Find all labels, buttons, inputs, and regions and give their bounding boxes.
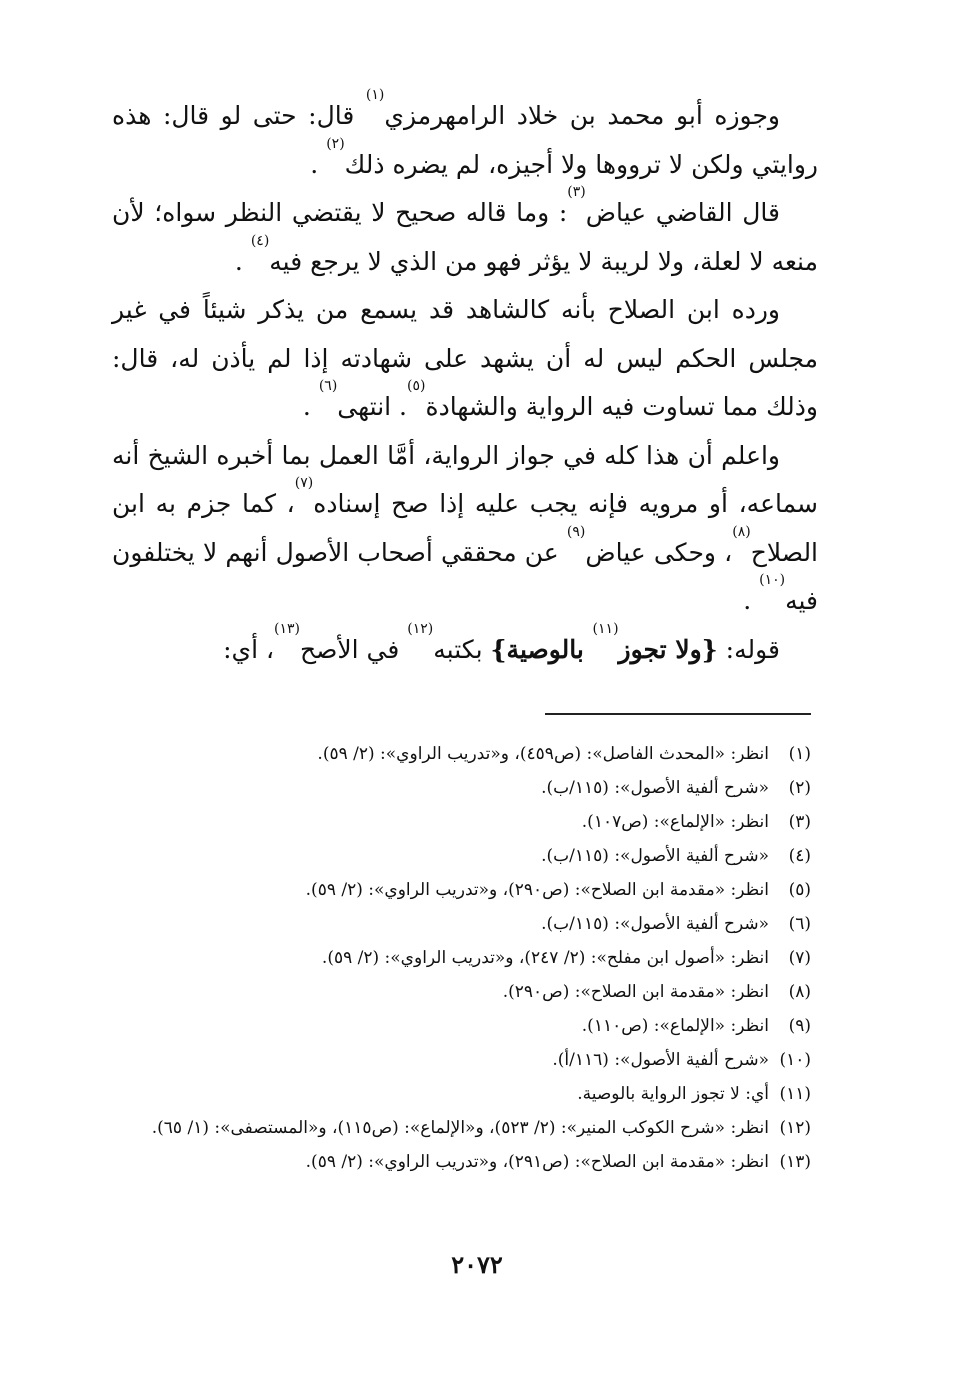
paragraph-text: ، كما جزم به ابن الصلاح [112, 489, 819, 567]
footnote-number: (٣) [788, 812, 811, 832]
matn-quote: بالوصية} [490, 634, 593, 664]
paragraph-text: . انتهى [337, 392, 407, 421]
paragraph-text: . [310, 149, 327, 179]
footnote-text: أي: لا تجوز الرواية بالوصية. [577, 1084, 769, 1104]
paragraph-text: : وما قاله صحيح لا يقتضي النظر سواه؛ لأن منعه لا لعلة، ولا لريبة لا يؤثر فهو من الذي لا يرجع فيه [112, 198, 818, 276]
paragraph-1 [112, 87, 818, 189]
footnote-13 [100, 1145, 811, 1179]
footnote-text: انظر: «مقدمة ابن الصلاح»: (ص٢٩٠). [502, 982, 769, 1002]
footnote-1 [100, 737, 811, 771]
footnote-number: (١٢) [779, 1118, 811, 1138]
footnote-text: «شرح ألفية الأصول»: (١١٥/ب). [541, 846, 769, 866]
footnote-12 [100, 1111, 811, 1145]
paragraph-5 [112, 620, 818, 675]
footnote-text: «شرح ألفية الأصول»: (١١٦/أ). [552, 1050, 769, 1070]
footnote-ref[interactable]: (٥) [407, 378, 426, 394]
footnote-number: (٨) [788, 982, 811, 1002]
paragraph-text: ، وحكى عياض [585, 537, 733, 567]
footnote-ref[interactable]: (٤) [250, 232, 270, 249]
footnote-text: انظر: «مقدمة ابن الصلاح»: (ص٢٩٠)، و«تدريب الراوي»: (٢/ ٥٩). [305, 880, 769, 900]
paragraph-4 [112, 432, 818, 626]
paragraph-text: . [302, 392, 319, 421]
paragraph-2 [112, 184, 818, 286]
footnote-ref[interactable]: (١١) [592, 620, 619, 637]
footnote-number: (٥) [788, 880, 811, 900]
footnote-number: (٦) [788, 914, 811, 934]
footnote-5 [100, 873, 811, 907]
footnote-ref[interactable]: (٦) [318, 378, 338, 394]
footnote-number: (١٣) [779, 1152, 811, 1172]
footnote-separator [545, 713, 811, 715]
paragraph-text: ، أي: [223, 634, 275, 664]
paragraph-text: قال: حتى لو قال: هذه روايتي ولكن لا ترووها ولا أجيزه، لم يضره ذلك [112, 101, 818, 179]
footnote-ref[interactable]: (١٣) [274, 620, 301, 637]
footnote-ref[interactable]: (١) [365, 87, 385, 103]
paragraph-text: قال القاضي عياض [585, 198, 780, 227]
paragraph-text: واعلم أن هذا كله في جواز الرواية، أمَّا العمل بما أخبره الشيخ أنه سماعه، أو مرويه فإنه يجب عليه إذا صح إسناده [112, 440, 818, 518]
footnote-6 [100, 907, 811, 941]
footnote-ref[interactable]: (٧) [294, 475, 314, 491]
footnote-10 [100, 1043, 811, 1077]
footnote-ref[interactable]: (٩) [566, 523, 586, 540]
footnote-number: (١١) [779, 1084, 811, 1104]
footnote-11 [100, 1077, 811, 1111]
footnotes [100, 737, 811, 1179]
footnote-2 [100, 771, 811, 805]
paragraph-text: . [234, 246, 251, 276]
paragraph-text: وجوزه أبو محمد بن خلاد الرامهرمزي [384, 101, 780, 130]
footnote-text: انظر: «مقدمة ابن الصلاح»: (ص٢٩١)، و«تدريب الراوي»: (٢/ ٥٩). [305, 1152, 769, 1172]
footnote-ref[interactable]: (١٠) [759, 572, 786, 588]
footnote-number: (١) [788, 744, 811, 764]
footnote-text: انظر: «المحدث الفاصل»: (ص٤٥٩)، و«تدريب الراوي»: (٢/ ٥٩). [317, 744, 769, 764]
paragraph-text: في الأصح [300, 634, 408, 664]
footnote-text: انظر: «الإلماع»: (ص١٠٧). [581, 812, 769, 832]
footnote-number: (١٠) [779, 1050, 811, 1070]
paragraph-text: . [743, 586, 760, 615]
matn-quote: {ولا تجوز [618, 634, 718, 664]
footnote-number: (٤) [788, 846, 811, 866]
footnote-7 [100, 941, 811, 975]
footnote-text: انظر: «أصول ابن مفلح»: (٢/ ٢٤٧)، و«تدريب الراوي»: (٢/ ٥٩). [321, 948, 769, 968]
footnote-text: انظر: «شرح الكوكب المنير»: (٢/ ٥٢٣)، و«الإلماع»: (ص١١٥)، و«المستصفى»: (١/ ٦٥). [151, 1118, 769, 1138]
footnote-text: انظر: «الإلماع»: (ص١١٠). [581, 1016, 769, 1036]
paragraph-3 [112, 286, 818, 432]
footnote-text: «شرح ألفية الأصول»: (١١٥/ب). [541, 914, 769, 934]
footnote-9 [100, 1009, 811, 1043]
footnote-text: «شرح ألفية الأصول»: (١١٥/ب). [541, 778, 769, 798]
paragraph-text: ورده ابن الصلاح بأنه كالشاهد قد يسمع من يذكر شيئاً في غير مجلس الحكم ليس له أن يشهد على شهادته إذا لم يأذن له، قال: وذلك مما تساوت فيه الرواية والشهادة [112, 295, 818, 421]
footnote-ref[interactable]: (٢) [326, 135, 345, 152]
footnote-4 [100, 839, 811, 873]
main-text [112, 87, 819, 674]
paragraph-text: عن محققي أصحاب الأصول أنهم لا يختلفون فيه [112, 537, 818, 615]
footnote-ref[interactable]: (٨) [732, 523, 751, 540]
footnote-3 [100, 805, 811, 839]
paragraph-text: قوله: [717, 634, 780, 664]
footnote-ref[interactable]: (٣) [567, 184, 586, 200]
footnote-number: (٢) [788, 778, 811, 798]
footnote-number: (٩) [788, 1016, 811, 1036]
footnote-number: (٧) [788, 948, 811, 968]
footnote-ref[interactable]: (١٢) [407, 620, 434, 637]
paragraph-text: بكتبه [433, 634, 491, 664]
footnote-8 [100, 975, 811, 1009]
page-number: ٢٠٧٢ [451, 1250, 503, 1279]
